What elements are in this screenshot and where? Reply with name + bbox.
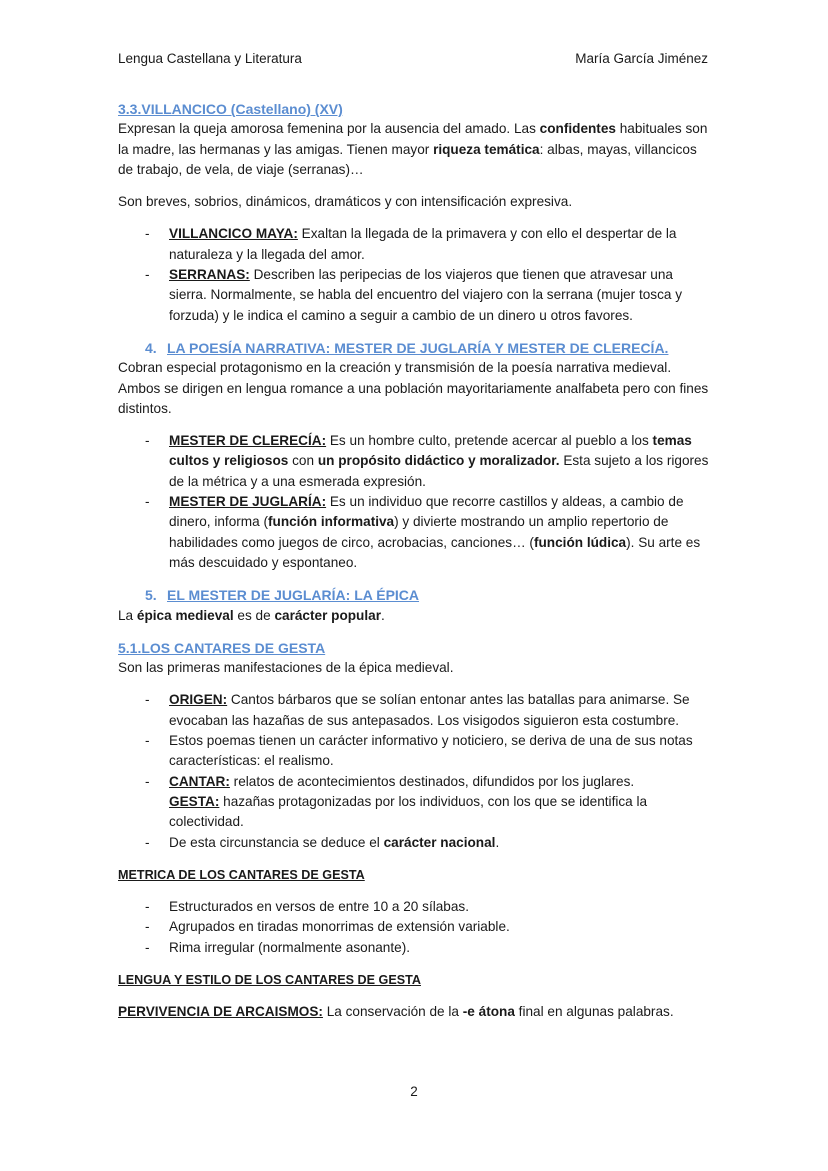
- list-item-villancico-maya: [118, 224, 710, 265]
- page-number: 2: [410, 1084, 418, 1099]
- bold-text: un propósito didáctico y moralizador.: [317, 453, 560, 469]
- text: es de: [233, 607, 275, 623]
- document-body: [118, 99, 710, 1023]
- lengua-title: LENGUA Y ESTILO DE LOS CANTARES DE GESTA: [118, 972, 421, 987]
- text: Estos poemas tienen un carácter informativo y noticiero, se deriva de una de sus notas características: el realismo.: [169, 733, 693, 769]
- section-title-text: EL MESTER DE JUGLARÍA: LA ÉPICA: [167, 587, 420, 604]
- term: PERVIVENCIA DE ARCAISMOS:: [118, 1004, 323, 1020]
- text: Cantos bárbaros que se solían entonar antes las batallas para animarse. Se evocaban las hazañas de sus antepasados. Los visigodos siguieron esta costumbre.: [169, 692, 690, 728]
- term: SERRANAS:: [169, 267, 250, 283]
- list-item-clerecia: [118, 431, 710, 492]
- section-4-title: [145, 338, 710, 358]
- list-item-serranas: [118, 265, 710, 326]
- section-5-title: [145, 585, 710, 605]
- bold-text: función lúdica: [533, 534, 627, 550]
- section-number: 4.: [145, 339, 157, 356]
- dash-bullet: -: [145, 267, 150, 283]
- dash-bullet: -: [145, 899, 150, 915]
- section-5-1-title: 5.1.LOS CANTARES DE GESTA: [118, 639, 326, 656]
- s33-list: [118, 224, 710, 325]
- text: habituales son la madre, las hermanas y las amigas. Tienen mayor: [118, 121, 708, 157]
- text: Esta sujeto a los rigores de la métrica y a una esmerada expresión.: [169, 453, 709, 489]
- pervivencia-paragraph: [118, 1002, 710, 1022]
- bold-text: carácter popular: [274, 607, 381, 623]
- text: De esta circunstancia se deduce el: [169, 834, 384, 850]
- text: .: [495, 834, 500, 850]
- bold-text: confidentes: [539, 121, 616, 137]
- bold-text: función informativa: [267, 514, 395, 530]
- list-item: [118, 917, 710, 937]
- text: Rima irregular (normalmente asonante).: [169, 939, 411, 955]
- text: Agrupados en tiradas monorrimas de extensión variable.: [169, 919, 510, 935]
- dash-bullet: -: [145, 834, 150, 850]
- text: con: [288, 453, 318, 469]
- list-item-juglaria: [118, 492, 710, 573]
- s4-paragraph: Cobran especial protagonismo en la creación y transmisión de la poesía narrativa medieval. Ambos se dirigen en lengua romance a una población mayoritariamente analfabeta pero con fines distintos.: [118, 360, 709, 416]
- bold-text: carácter nacional: [383, 834, 496, 850]
- section-3-3-title: 3.3.VILLANCICO (Castellano) (XV): [118, 101, 343, 117]
- section-title-text: LA POESÍA NARRATIVA: MESTER DE JUGLARÍA Y MESTER DE CLERECÍA.: [167, 339, 669, 356]
- s51-list: [118, 690, 710, 852]
- text: La: [118, 607, 137, 623]
- text: hazañas protagonizadas por los individuos, con los que se identifica la colectividad.: [169, 793, 648, 830]
- text: : albas, mayas, villancicos de trabajo, de vela, de viaje (serranas)…: [118, 141, 697, 177]
- s33-paragraph-2: Son breves, sobrios, dinámicos, dramáticos y con intensificación expresiva.: [118, 194, 573, 210]
- dash-bullet: -: [145, 939, 150, 955]
- term: CANTAR:: [169, 773, 230, 789]
- text: .: [380, 607, 385, 623]
- list-item-caracter-nacional: [118, 833, 710, 853]
- dash-bullet: -: [145, 226, 150, 242]
- section-number: 5.: [145, 587, 157, 604]
- term: VILLANCICO MAYA:: [169, 226, 298, 242]
- bold-text: riqueza temática: [433, 141, 540, 157]
- text: ). Su arte es más descuidado y espontaneo.: [169, 534, 701, 570]
- dash-bullet: -: [145, 773, 150, 789]
- list-item-cantar-gesta: [118, 772, 710, 833]
- dash-bullet: -: [145, 692, 150, 708]
- text: La conservación de la: [322, 1004, 463, 1020]
- text: ) y divierte mostrando un amplio repertorio de habilidades como juegos de circo, acrobacias, canciones… (: [169, 514, 669, 550]
- list-item: [118, 938, 710, 958]
- header-author: María García Jiménez: [575, 51, 708, 66]
- text: Describen las peripecias de los viajeros que tienen que atravesar una sierra. Normalmente, se habla del encuentro del viajero con la serrana (mujer tosca y forzuda) y le indica el camino a seguir a cambio de un dinero u otros favores.: [169, 267, 683, 323]
- s33-paragraph-1: [118, 119, 710, 180]
- term: MESTER DE CLERECÍA:: [169, 433, 327, 449]
- text: Exaltan la llegada de la primavera y con ello el despertar de la naturaleza y la llegada del amor.: [169, 226, 677, 262]
- metrica-title: METRICA DE LOS CANTARES DE GESTA: [118, 867, 365, 882]
- text: Es un individuo que recorre castillos y aldeas, a cambio de dinero, informa (: [169, 494, 684, 530]
- dash-bullet: -: [145, 919, 150, 935]
- bold-text: temas cultos y religiosos: [169, 433, 692, 469]
- s51-paragraph: Son las primeras manifestaciones de la épica medieval.: [118, 660, 454, 676]
- list-item-poemas: [118, 731, 710, 772]
- bold-text: épica medieval: [136, 607, 234, 623]
- header-subject: Lengua Castellana y Literatura: [118, 51, 302, 66]
- list-item-origen: [118, 690, 710, 731]
- s5-paragraph: [118, 606, 710, 626]
- s4-list: [118, 431, 710, 573]
- text: Estructurados en versos de entre 10 a 20 sílabas.: [169, 899, 469, 915]
- dash-bullet: -: [145, 733, 150, 749]
- list-item: [118, 897, 710, 917]
- text: Expresan la queja amorosa femenina por la ausencia del amado. Las: [118, 121, 540, 137]
- term: ORIGEN:: [169, 692, 228, 708]
- text: Es un hombre culto, pretende acercar al pueblo a los: [326, 433, 653, 449]
- term: MESTER DE JUGLARÍA:: [169, 494, 327, 510]
- bold-text: -e átona: [462, 1004, 515, 1020]
- dash-bullet: -: [145, 494, 150, 510]
- metrica-list: [118, 897, 710, 958]
- text: relatos de acontecimientos destinados, difundidos por los juglares.: [229, 773, 635, 789]
- dash-bullet: -: [145, 433, 150, 449]
- term: GESTA:: [169, 793, 220, 809]
- text: final en algunas palabras.: [514, 1004, 674, 1020]
